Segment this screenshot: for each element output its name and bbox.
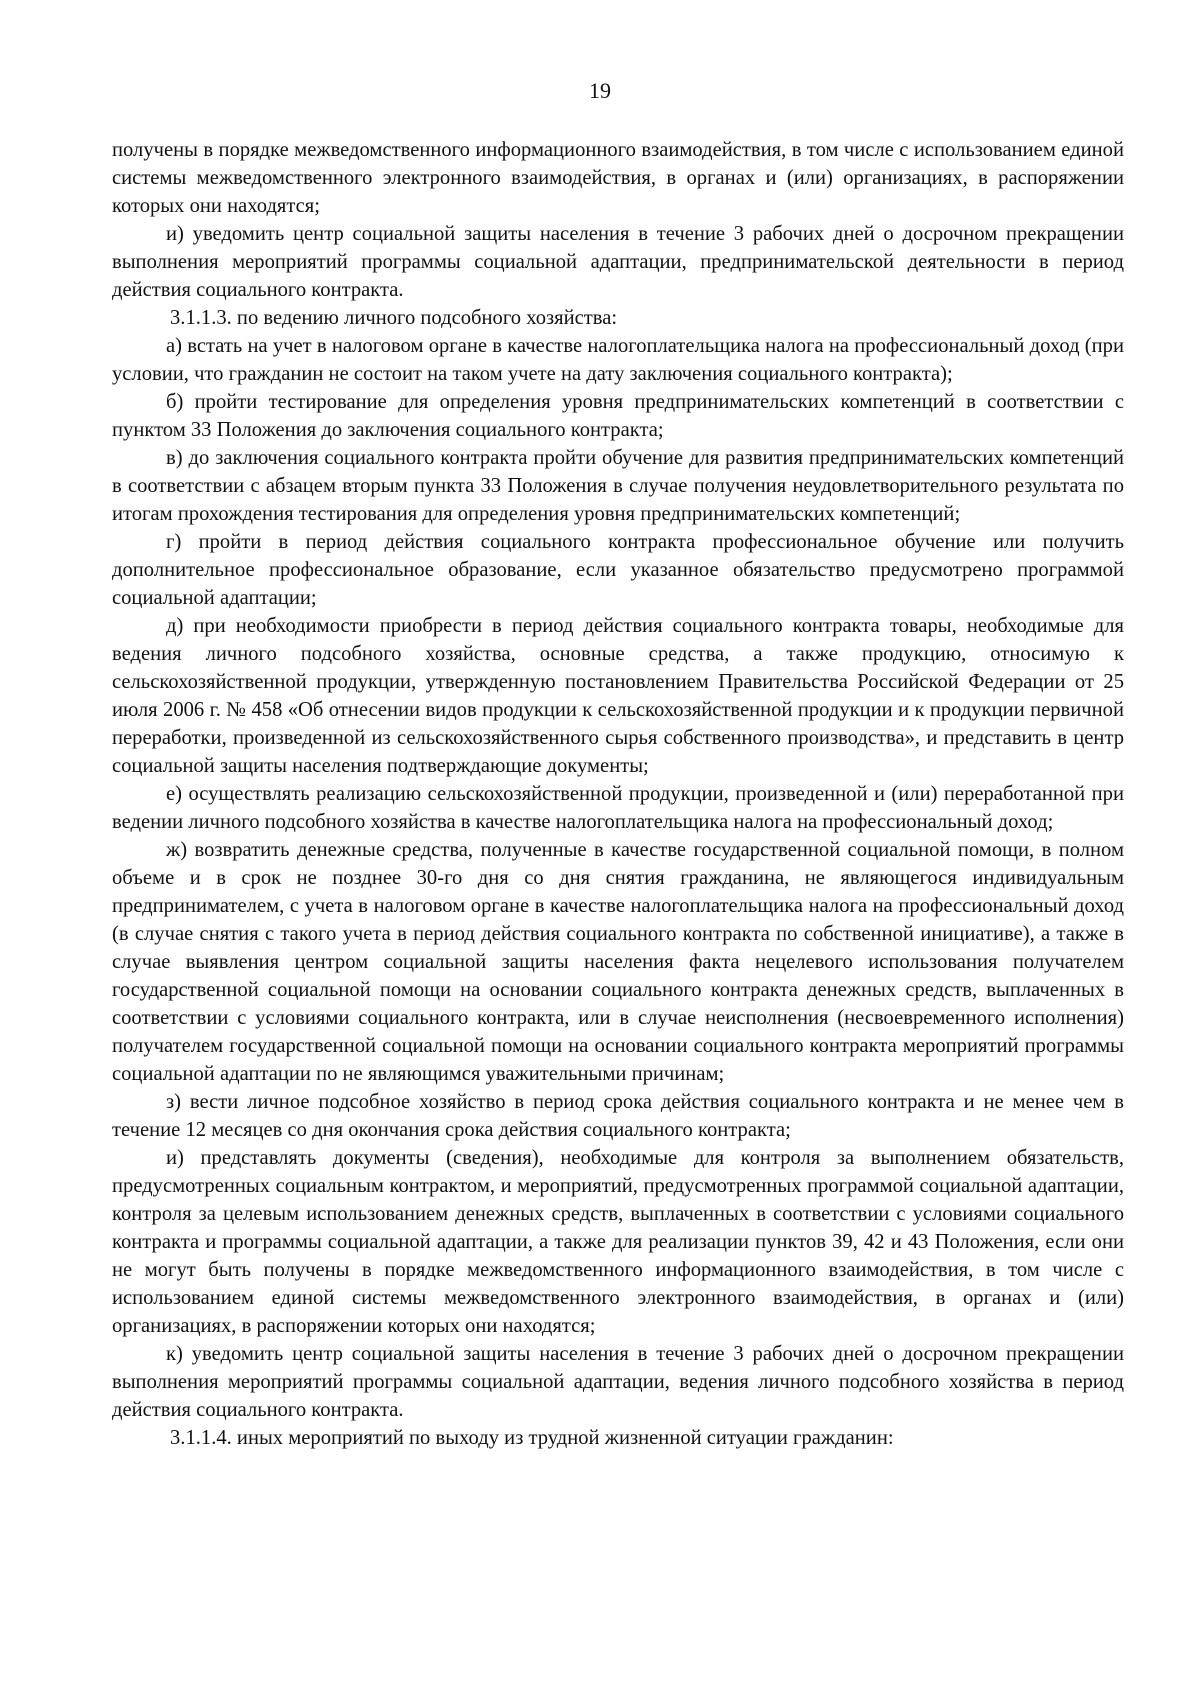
paragraph-item-v: в) до заключения социального контракта пройти обучение для развития предпринимательских компетенций в соответствии с абзацем вторым пункта 33 Положения в случае получения неудовлетворительного результата по итогам прохождения тестирования для определения уровня предпринимательских компетенций;: [112, 447, 1124, 525]
page-number: 19: [589, 78, 611, 103]
paragraph-item-d: д) при необходимости приобрести в период действия социального контракта товары, необходимые для ведения личного подсобного хозяйства, основные средства, а также продукцию, относимую к сельскохозяйственной продукции, утвержденную постановлением Правительства Российской Федерации от 25 июля 2006 г. № 458 «Об отнесении видов продукции к сельскохозяйственной продукции и к продукции первичной переработки, произведенной из сельскохозяйственного сырья собственного производства», и представить в центр социальной защиты населения подтверждающие документы;: [112, 615, 1124, 777]
paragraph-continuation: получены в порядке межведомственного информационного взаимодействия, в том числе с использованием единой системы межведомственного электронного взаимодействия, в органах и (или) организациях, в распоряжении которых они находятся;: [112, 139, 1124, 217]
paragraph-item-a: а) встать на учет в налоговом органе в качестве налогоплательщика налога на профессиональный доход (при условии, что гражданин не состоит на таком учете на дату заключения социального контракта);: [112, 335, 1124, 385]
paragraph-item-i-notify: и) уведомить центр социальной защиты населения в течение 3 рабочих дней о досрочном прекращении выполнения мероприятий программы социальной адаптации, предпринимательской деятельности в период действия социального контракта.: [112, 223, 1124, 301]
section-heading-3-1-1-4: 3.1.1.4. иных мероприятий по выходу из трудной жизненной ситуации гражданин:: [170, 1427, 894, 1449]
paragraph-item-e: е) осуществлять реализацию сельскохозяйственной продукции, произведенной и (или) переработанной при ведении личного подсобного хозяйства в качестве налогоплательщика налога на профессиональный доход;: [112, 783, 1124, 833]
document-body: [112, 136, 1124, 1452]
paragraph-item-b: б) пройти тестирование для определения уровня предпринимательских компетенций в соответствии с пунктом 33 Положения до заключения социального контракта;: [112, 391, 1124, 441]
paragraph-item-k: к) уведомить центр социальной защиты населения в течение 3 рабочих дней о досрочном прекращении выполнения мероприятий программы социальной адаптации, ведения личного подсобного хозяйства в период действия социального контракта.: [112, 1343, 1124, 1421]
section-heading-3-1-1-3: 3.1.1.3. по ведению личного подсобного хозяйства:: [170, 307, 618, 329]
paragraph-item-z: з) вести личное подсобное хозяйство в период срока действия социального контракта и не менее чем в течение 12 месяцев со дня окончания срока действия социального контракта;: [112, 1091, 1124, 1141]
paragraph-item-zh: ж) возвратить денежные средства, полученные в качестве государственной социальной помощи, в полном объеме и в срок не позднее 30-го дня со дня снятия гражданина, не являющегося индивидуальным предпринимателем, с учета в налоговом органе в качестве налогоплательщика налога на профессиональный доход (в случае снятия с такого учета в период действия социального контракта по собственной инициативе), а также в случае выявления центром социальной защиты населения факта нецелевого использования получателем государственной социальной помощи на основании социального контракта денежных средств, выплаченных в соответствии с условиями социального контракта, или в случае неисполнения (несвоевременного исполнения) получателем государственной социальной помощи на основании социального контракта мероприятий программы социальной адаптации по не являющимся уважительными причинам;: [112, 839, 1124, 1085]
paragraph-item-i-documents: и) представлять документы (сведения), необходимые для контроля за выполнением обязательств, предусмотренных социальным контрактом, и мероприятий, предусмотренных программой социальной адаптации, контроля за целевым использованием денежных средств, выплаченных в соответствии с условиями социального контракта и программы социальной адаптации, а также для реализации пунктов 39, 42 и 43 Положения, если они не могут быть получены в порядке межведомственного информационного взаимодействия, в том числе с использованием единой системы межведомственного электронного взаимодействия, в органах и (или) организациях, в распоряжении которых они находятся;: [112, 1147, 1124, 1337]
paragraph-item-g: г) пройти в период действия социального контракта профессиональное обучение или получить дополнительное профессиональное образование, если указанное обязательство предусмотрено программой социальной адаптации;: [112, 531, 1124, 609]
